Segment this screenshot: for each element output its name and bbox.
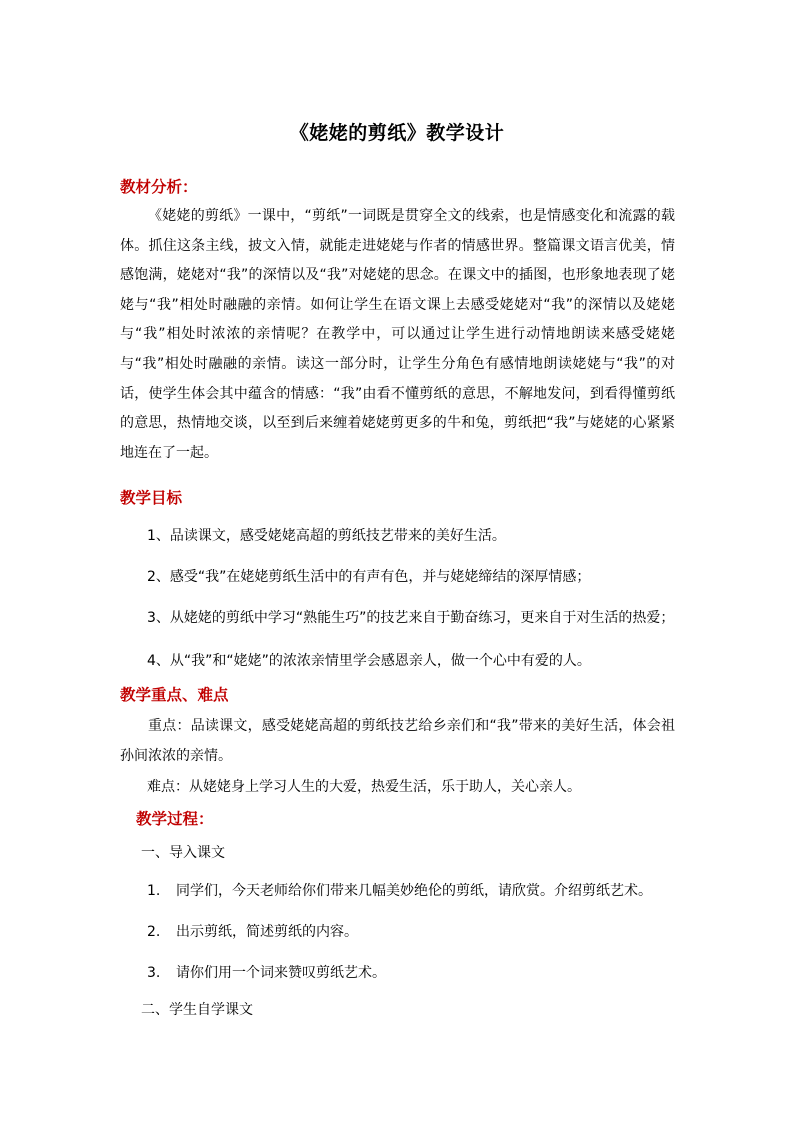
step-number-3: 3. [147, 965, 161, 981]
document-title: 《姥姥的剪纸》教学设计 [289, 122, 505, 144]
heading-process: 教学过程： [136, 810, 214, 828]
heading-analysis: 教材分析： [120, 178, 198, 196]
keypoint-paragraph: 重点：品读课文，感受姥姥高超的剪纸技艺给乡亲们和“我”带来的美好生活，体会祖孙间浓浓的亲情。 [120, 718, 675, 764]
difficulty-line: 难点：从姥姥身上学习人生的大爱，热爱生活，乐于助人，关心亲人。 [147, 779, 581, 795]
analysis-paragraph: 《姥姥的剪纸》一课中，“剪纸”一词既是贯穿全文的线索，也是情感变化和流露的载体。抓住这条主线，披文入情，就能走进姥姥与作者的情感世界。整篇课文语言优美，情感饱满，姥姥对“我”的深情以及“我”对姥姥的思念。在课文中的插图，也形象地表现了姥姥与“我”相处时融融的亲情。如何让学生在语文课上去感受姥姥对“我”的深情以及姥姥与“我”相处时浓浓的亲情呢？在教学中，可以通过让学生进行动情地朗读来感受姥姥与“我”相处时融融的亲情。读这一部分时，让学生分角色有感情地朗读姥姥与“我”的对话，使学生体会其中蕴含的情感：“我”由看不懂剪纸的意思，不解地发问，到看得懂剪纸的意思，热情地交谈，以至到后来缠着姥姥剪更多的牛和兔，剪纸把“我”与姥姥的心紧紧地连在了一起。 [120, 208, 675, 461]
step-text-3: 请你们用一个词来赞叹剪纸艺术。 [176, 965, 386, 981]
goal-item-3: 3、从姥姥的剪纸中学习“熟能生巧”的技艺来自于勤奋练习，更来自于对生活的热爱； [147, 610, 675, 626]
step-number-2: 2. [147, 924, 161, 940]
step-number-1: 1. [147, 883, 161, 899]
goal-item-1: 1、品读课文，感受姥姥高超的剪纸技艺带来的美好生活。 [147, 528, 506, 544]
step-text-1: 同学们，今天老师给你们带来几幅美妙绝伦的剪纸，请欣赏。介绍剪纸艺术。 [176, 883, 652, 899]
process-part-2: 二、学生自学课文 [141, 1002, 253, 1018]
step-text-2: 出示剪纸，简述剪纸的内容。 [176, 924, 358, 940]
process-part-1: 一、导入课文 [141, 845, 225, 861]
heading-keypoints: 教学重点、难点 [120, 686, 229, 704]
goal-item-2: 2、感受“我”在姥姥剪纸生活中的有声有色，并与姥姥缔结的深厚情感； [147, 569, 591, 585]
heading-goals: 教学目标 [120, 489, 183, 507]
goal-item-4: 4、从“我”和“姥姥”的浓浓亲情里学会感恩亲人，做一个心中有爱的人。 [147, 653, 591, 669]
